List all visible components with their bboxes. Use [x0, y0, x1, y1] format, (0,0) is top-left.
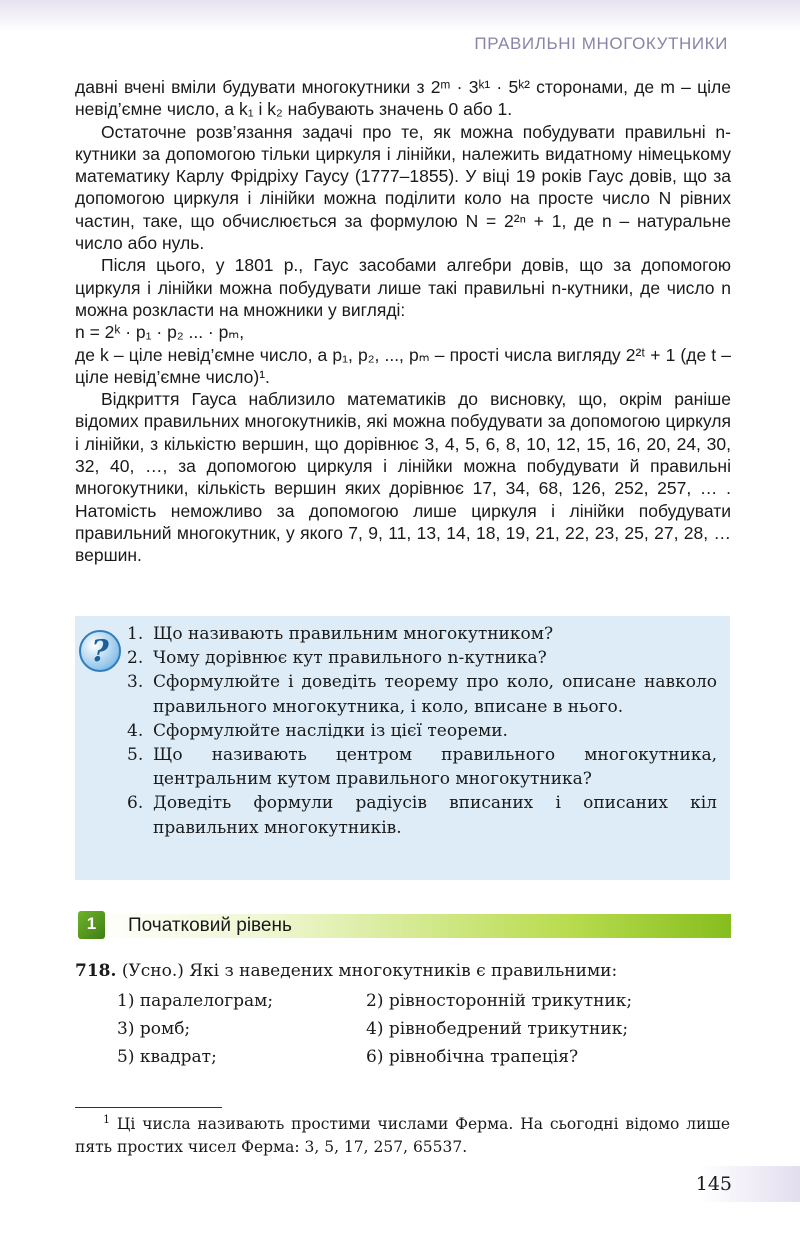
question-mark-icon: ? — [79, 630, 121, 672]
level-cube-icon: 1 — [78, 911, 105, 939]
exercise-option: 2) рівносторонній трикутник; — [366, 991, 633, 1011]
page-number: 145 — [695, 1173, 732, 1195]
main-text — [75, 76, 731, 567]
question-item: 6. Доведіть формули радіусів вписаних і описаних кіл правильних многокутників. — [127, 793, 717, 838]
exercise-option: 4) рівнобедрений трикутник; — [366, 1019, 629, 1039]
paragraph-4: де k – ціле невід’ємне число, а p₁, p₂, ..., pₘ – прості числа вигляду 2²ᵗ + 1 (де t – ціле невід’ємне число)¹. — [75, 344, 731, 387]
level-bar — [78, 914, 731, 938]
exercise-option: 5) квадрат; — [117, 1047, 217, 1067]
paragraph-5: Відкриття Гауса наблизило математиків до висновку, що, окрім раніше відомих правильних многокутників, які можна побудувати за допомогою циркуля і лінійки, з кількістю вершин, що дорівнює 3, 4, 5, 6, 8, 10, 12, 15, 16, 20, 24, 30, 32, 40, …, за допомогою циркуля і лінійки можна побудувати й правильні многокутники, кількість вершин яких дорівнює 17, 34, 68, 126, 252, 257, … . Натомість неможливо за допомогою лише циркуля і лінійки побудувати правильний многокутник, у якого 7, 9, 11, 13, 14, 18, 19, 21, 22, 23, 25, 27, 28, … вершин. — [75, 389, 731, 566]
question-item: 2. Чому дорівнює кут правильного n-кутника? — [127, 648, 547, 669]
exercise-718 — [75, 957, 735, 986]
top-band — [0, 0, 800, 32]
exercise-text: (Усно.) Які з наведених многокутників є правильними: — [121, 961, 618, 981]
question-item: 5. Що називають центром правильного многокутника, центральним кутом правильного многокутника? — [127, 745, 717, 790]
exercise-option: 3) ромб; — [117, 1019, 191, 1039]
questions-list — [127, 622, 717, 840]
exercise-option: 6) рівнобічна трапеція? — [366, 1047, 579, 1067]
exercise-number: 718. — [75, 961, 117, 981]
questions-box — [75, 616, 730, 880]
formula: n = 2ᵏ · p₁ · p₂ ... · pₘ, — [75, 322, 245, 343]
footnote-divider — [75, 1107, 222, 1108]
question-item: 1. Що називають правильним многокутником? — [127, 624, 554, 644]
level-title: Початковий рівень — [128, 915, 292, 936]
running-header: ПРАВИЛЬНІ МНОГОКУТНИКИ — [474, 34, 728, 53]
paragraph-1: давні вчені вміли будувати многокутники з 2ᵐ · 3ᵏ¹ · 5ᵏ² сторонами, де m – ціле невід’ємне число, а k₁ і k₂ набувають значень 0 або 1. — [75, 77, 731, 120]
paragraph-3: Після цього, у 1801 р., Гаус засобами алгебри довів, що за допомогою циркуля і лінійки можна побудувати лише такі правильні n-кутники, де число n можна розкласти на множники у вигляді: — [75, 255, 731, 320]
paragraph-2: Остаточне розв’язання задачі про те, як можна побудувати правильні n-кутники за допомогою тільки циркуля і лінійки, належить видатному німецькому математику Карлу Фрідріху Гаусу (1777–1855). У віці 19 років Гаус довів, що за допомогою циркуля і лінійки можна поділити коло на просте число N рівних частин, таке, що обчислюється за формулою N = 2²ⁿ + 1, де n – натуральне число або нуль. — [75, 121, 731, 254]
exercise-option: 1) паралелограм; — [117, 991, 274, 1011]
question-item: 4. Сформулюйте наслідки із цієї теореми. — [127, 720, 508, 741]
question-item: 3. Сформулюйте і доведіть теорему про коло, описане навколо правильного многокутника, і коло, вписане в нього. — [127, 672, 717, 717]
footnote: $^1$ Ці числа називають простими числами Ферма. На сьогодні відомо лише пять простих чисел Ферма: 3, 5, 17, 257, 65537. — [75, 1112, 730, 1156]
